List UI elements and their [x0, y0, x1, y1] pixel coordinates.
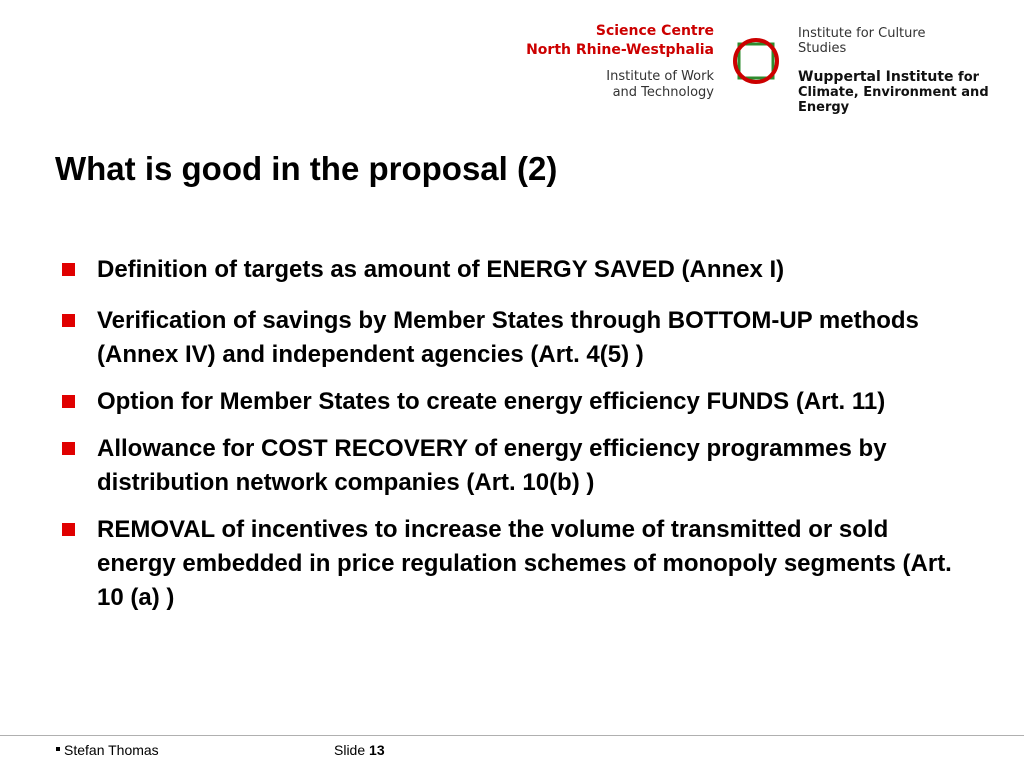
bullet-item — [60, 304, 960, 372]
square-bullet-icon — [62, 523, 75, 536]
footer-bullet-icon — [56, 747, 60, 751]
science-centre-line1: Science Centre — [595, 23, 714, 39]
wuppertal-name: Wuppertal Institute — [798, 69, 954, 85]
square-bullet-icon — [62, 395, 75, 408]
science-centre-logo-text — [526, 22, 714, 101]
bullet-item — [60, 513, 960, 615]
bullet-item — [60, 385, 960, 419]
institute-work-line1: Institute of Work — [606, 69, 714, 84]
bullet-item — [60, 432, 960, 500]
institute-work-line2: and Technology — [612, 85, 714, 100]
bullet-text: REMOVAL of incentives to increase the volume of transmitted or sold energy embedded in price regulation schemes of monopoly segments (Art. 10 (a) ) — [97, 516, 952, 611]
square-bullet-icon — [62, 263, 75, 276]
culture-studies-text: Institute for Culture Studies — [798, 26, 926, 56]
footer-divider — [0, 735, 1024, 736]
footer-author — [56, 742, 159, 758]
author-name: Stefan Thomas — [64, 742, 159, 758]
bullet-item — [60, 253, 960, 287]
institute-logo-icon — [731, 36, 781, 86]
square-bullet-icon — [62, 442, 75, 455]
bullet-text: Verification of savings by Member States through BOTTOM-UP methods (Annex IV) and independent agencies (Art. 4(5) ) — [97, 307, 919, 368]
wuppertal-institute-text — [798, 70, 998, 115]
slide-number — [334, 742, 385, 758]
bullet-list — [60, 253, 960, 632]
bullet-text: Option for Member States to create energy efficiency FUNDS (Art. 11) — [97, 388, 886, 415]
bullet-text: Definition of targets as amount of ENERGY SAVED (Annex I) — [97, 256, 785, 283]
square-bullet-icon — [62, 314, 75, 327]
wuppertal-rest: for Climate, Environment and Energy — [798, 70, 989, 115]
wuppertal-logo-text — [798, 26, 998, 115]
slide-number-value: 13 — [369, 742, 385, 758]
science-centre-line2: North Rhine-Westphalia — [526, 42, 714, 58]
slide-title: What is good in the proposal (2) — [55, 150, 558, 187]
bullet-text: Allowance for COST RECOVERY of energy efficiency programmes by distribution network companies (Art. 10(b) ) — [97, 435, 887, 496]
slide-label: Slide — [334, 742, 366, 758]
